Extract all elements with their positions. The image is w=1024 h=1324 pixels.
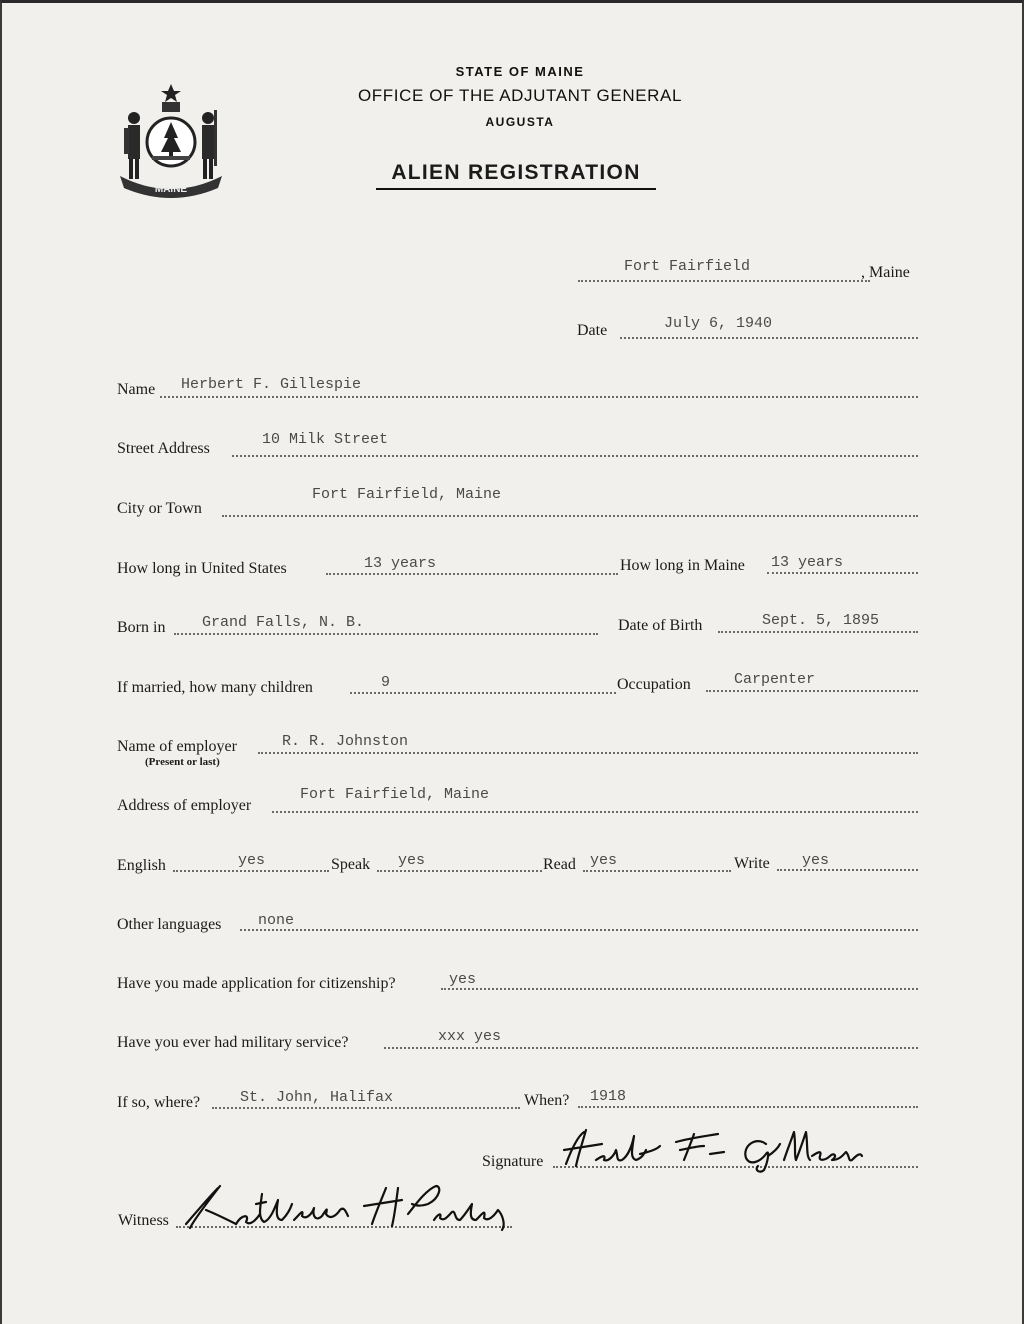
header-office: OFFICE OF THE ADJUTANT GENERAL bbox=[357, 86, 683, 105]
employer-address-value: Fort Fairfield, Maine bbox=[300, 786, 490, 803]
citizenship-line bbox=[441, 986, 918, 990]
city-line bbox=[222, 513, 918, 517]
employer-address-label: Address of employer bbox=[117, 797, 252, 814]
write-line bbox=[777, 867, 918, 871]
date-line bbox=[620, 335, 918, 339]
date-value: July 6, 1940 bbox=[664, 315, 773, 332]
birth-date-line bbox=[718, 629, 918, 633]
children-value: 9 bbox=[381, 674, 391, 691]
birth-date-label: Date of Birth bbox=[618, 617, 703, 634]
english-label: English bbox=[117, 857, 166, 874]
svg-text:Hebert F. Gillespie: Hebert F. Gillespie bbox=[556, 1172, 564, 1173]
svg-text:Kathleen H Parker: Kathleen H Parker bbox=[176, 1234, 184, 1235]
citizenship-value: yes bbox=[449, 971, 477, 988]
occupation-value: Carpenter bbox=[734, 671, 816, 688]
when-value: 1918 bbox=[590, 1088, 627, 1105]
born-in-label: Born in bbox=[117, 619, 166, 636]
years-us-value: 13 years bbox=[364, 555, 437, 572]
military-label: Have you ever had military service? bbox=[117, 1034, 349, 1051]
street-address-line bbox=[232, 453, 918, 457]
when-label: When? bbox=[524, 1092, 570, 1109]
signature-label: Signature bbox=[482, 1153, 544, 1170]
years-maine-label: How long in Maine bbox=[620, 557, 745, 574]
english-value: yes bbox=[238, 852, 266, 869]
write-label: Write bbox=[734, 855, 770, 872]
speak-value: yes bbox=[398, 852, 426, 869]
form-title: ALIEN REGISTRATION bbox=[376, 161, 656, 190]
svg-text:MAINE: MAINE bbox=[154, 184, 188, 195]
born-in-line bbox=[174, 631, 598, 635]
read-label: Read bbox=[543, 856, 576, 873]
employer-name-label: Name of employer bbox=[117, 738, 237, 755]
born-in-value: Grand Falls, N. B. bbox=[202, 614, 365, 631]
years-us-label: How long in United States bbox=[117, 560, 287, 577]
speak-label: Speak bbox=[331, 856, 371, 873]
employer-name-value: R. R. Johnston bbox=[282, 733, 409, 750]
where-label: If so, where? bbox=[117, 1094, 201, 1111]
header-city: AUGUSTA bbox=[485, 115, 555, 129]
place-line bbox=[578, 278, 870, 282]
children-label: If married, how many children bbox=[117, 679, 313, 696]
write-value: yes bbox=[802, 852, 830, 869]
employer-name-sublabel: (Present or last) bbox=[145, 756, 220, 768]
citizenship-label: Have you made application for citizenship? bbox=[117, 975, 396, 992]
witness-handwriting bbox=[176, 1180, 516, 1236]
employer-address-line bbox=[272, 809, 918, 813]
signature-handwriting bbox=[556, 1126, 886, 1174]
witness-label: Witness bbox=[118, 1212, 169, 1229]
birth-date-value: Sept. 5, 1895 bbox=[762, 612, 880, 629]
place-suffix: , Maine bbox=[861, 264, 910, 281]
other-languages-line bbox=[240, 927, 918, 931]
name-line bbox=[160, 394, 918, 398]
city-label: City or Town bbox=[117, 500, 202, 517]
name-label: Name bbox=[117, 381, 156, 398]
when-line bbox=[578, 1104, 918, 1108]
military-value: xxx yes bbox=[438, 1028, 502, 1045]
street-address-value: 10 Milk Street bbox=[262, 431, 389, 448]
other-languages-value: none bbox=[258, 912, 295, 929]
occupation-line bbox=[706, 688, 918, 692]
street-address-label: Street Address bbox=[117, 440, 210, 457]
military-line bbox=[384, 1045, 918, 1049]
date-label: Date bbox=[577, 322, 608, 339]
other-languages-label: Other languages bbox=[117, 916, 222, 933]
employer-name-line bbox=[258, 750, 918, 754]
occupation-label: Occupation bbox=[617, 676, 691, 693]
header-state: STATE OF MAINE bbox=[455, 64, 585, 79]
city-value: Fort Fairfield, Maine bbox=[312, 486, 502, 503]
years-maine-value: 13 years bbox=[771, 554, 844, 571]
state-seal-icon bbox=[112, 80, 230, 202]
read-value: yes bbox=[590, 852, 618, 869]
where-value: St. John, Halifax bbox=[240, 1089, 394, 1106]
name-value: Herbert F. Gillespie bbox=[181, 376, 362, 393]
place-value: Fort Fairfield bbox=[624, 258, 751, 275]
